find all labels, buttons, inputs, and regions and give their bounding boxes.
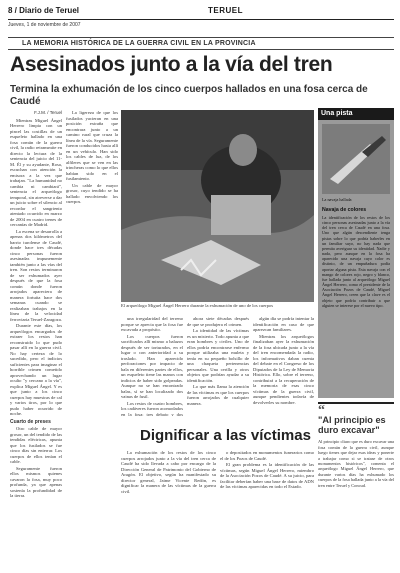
quote-box xyxy=(318,402,394,531)
paragraph: La escena se desarrolla a apenas dos kilómetros del barrio turolense de Caudé, donde hace tres décadas cinco personas fueron asesinadas impunemente también junto a las vías del tren. Son restos terminaron de ser exhumados ayer después de que la fosa común donde fueron arrojados apareciera de manera fortuita hace dos semanas cuando se realizaban trabajos en la línea de la velocidad ferroviaria Teruel-Zaragoza. xyxy=(10,228,62,322)
paragraph: La ligereza de que los fusilados yacieran en una posición extraña que encontrara junto a un camino rural que cruza la línea de la vía. Seguramente fueron conducidos hasta allí en un vehículo. Han sido los cables de luz, de los alfileres que se ven en las trincheras como lo que ellos habían sido en el fusilamiento. xyxy=(66,110,118,181)
paragraph: Los cuerpos fueron sacrificados allí mismo a balazos después de ser torturados, en el lugar o con anterioridad a su traslado. Han aparecido perforaciones por impacto de bala en diferentes partes de ellos, un esqueleto tiene las manos con indicios de haber sido golpeadas. Aunque no se han encontrado balas, sí se han localizado dos vainas de fusil. xyxy=(121,333,183,399)
sidebar-photo-caption: La navaja hallada xyxy=(322,197,352,202)
paragraph: Lo que más llama la atención de las víctimas es que los cuerpos fueron arrojados de cualquier manera. xyxy=(187,384,249,406)
headline: Asesinados junto a la vía del tren xyxy=(10,53,333,76)
knife-photo xyxy=(322,124,390,194)
photo-image xyxy=(121,110,314,302)
quote-text: Al principio cliaro que es duro excavar una fosa común de la guerra civil, aunque luego tienes que dejar esas ideas y ponerte a trabajar como si se tratase de otros monumentos históricos", comenta el arqueólogo Miguel Ángel Herrero, que durante varios días ha exhumado los cuerpos de la fosa hallada junto a la vía del tren entre Teruel y Concud. xyxy=(318,439,394,488)
paragraph: ahora siete décadas después de que se produjera el crimen. xyxy=(187,316,249,327)
article-column-1 xyxy=(10,110,62,565)
article-column-3 xyxy=(121,316,183,416)
secondary-column-2 xyxy=(220,450,314,568)
article-column-2 xyxy=(66,110,118,565)
paragraph: Mientras los arqueólogos finalizaban ayer la exhumación de la fosa ubicada junto a la vía del tren encomendada la radio, los informativos daban cuenta del debate en el Congreso de los Diputados de la Ley de Memoria Histórica. Ello, sobre el terreno, contribuirá a la recuperación de la memoria de esas cinco víctimas de la guerra civil, aunque pendientes todavía de devolverles su nombre. xyxy=(253,333,314,405)
page-number-paper: 8 / Diario de Teruel xyxy=(8,6,79,15)
sidebar-box xyxy=(318,108,394,398)
sidebar-subtitle: Navaja de colores xyxy=(322,207,367,213)
byline: F.J.M. / Teruel xyxy=(34,110,62,115)
sidebar-title: Una pista xyxy=(318,108,394,120)
paragraph: algún día se podría intentar la identificación en caso de que aparezcan familiares. xyxy=(253,316,314,332)
paragraph: Los restos de cuatro hombres, los cadáveres fueron acomodados en la fosa; tres debajo y dos xyxy=(121,400,183,416)
quote-mark-icon: “ xyxy=(318,403,325,418)
issue-date: Jueves, 1 de noviembre de 2007 xyxy=(8,22,81,28)
paragraph: o depositados en monumentos funerarios como el de los Pozos de Caudé. xyxy=(220,450,314,461)
secondary-column-1 xyxy=(121,450,216,568)
section-banner: LA MEMORIA HISTÓRICA DE LA GUERRA CIVIL EN LA PROVINCIA xyxy=(8,37,394,50)
inline-subhead: Cuarto de preses xyxy=(10,418,51,425)
paragraph: una irregularidad del terreno porque se aprecia que la fosa fue excavada a propósito. xyxy=(121,316,183,332)
paragraph: Otro cable de mayor grosor, un del tendido de las tendidas eléctricas, apunta que los fusilados se fue cinco días sin enterrar. Los cuerpos de ellos tenían el cable. xyxy=(10,426,62,464)
paragraph: El gran problema es la identificación de las víctimas, según Miguel Ángel Herrero, miembro de la Asociación Pozos de Caudé. A su juicio, para facilitar deberían haber una base de datos de ADN de las víctimas aparecidas en todo el Estado. xyxy=(220,462,314,489)
article-column-5 xyxy=(253,316,314,416)
page-masthead xyxy=(8,6,394,20)
photo-caption: El arqueólogo Miguel Ángel Herrero durante la exhumación de uno de los cuerpos xyxy=(121,303,274,308)
exhumation-photo xyxy=(121,110,314,302)
secondary-headline: Dignificar a las víctimas xyxy=(140,427,311,444)
paragraph: La identidad de las víctimas es un misterio. Todo apunta a que eran hombres y civiles. Uno de ellos podría encontrarse enfermo porque utilizaba una muleta y tenía en su pequeño bolsillo de una chaqueta pertenencias personales. Una cerilla y otros objetos que podrían ayudar a su identificación. xyxy=(187,328,249,383)
pull-quote: "Al principio es duro excavar" xyxy=(318,415,386,436)
sidebar-text: La identificación de los restos de los cinco personas asesinadas junto a la vía del tren cerca de Caudé en una fosa. Uno que algún descendiente tenga pistas sobre lo que podría haberles en un familiar suyo, no hay nada que permita averiguar su identidad. Nadie y nada, pero aunque en la fosa ha aparecido una navaja cuyo color es distinto, de un empuñadura podía aportar alguna pista. Esta navaja con el mango de colores rojo, negro y blanco, fue hallada junto al arqueólogo Miguel Ángel Herrero, como el presidente de la Asociación Pozos de Caudé, Miguel Ángel Herrero, creen que la clave es el objeto que podría contribuir a que alguien se interese por el nuevo tipo. xyxy=(322,215,390,308)
paragraph: Seguramente fueron ellos mismos quienes cavaron la fosa, muy poco profunda, ya que apenas sostenía la profundidad de la tierra. xyxy=(10,465,62,498)
knife-image xyxy=(322,124,390,194)
section-tag: TERUEL xyxy=(208,6,243,15)
paragraph: Mientras Miguel Ángel Herrero limpia con un pincel las costillas de un esqueleto hallado en una fosa común de la guerra civil, la radio retransmite en directo la lectura de la sentencia del juicio del 11-M. Él y su ayudante, Rosa, escuchan con atención la emisora a la vez que trabajan. "La humanidad no cambia ni cambiará", sentencia el arqueólogo temporal, sin atreverse a dar un juicio sobre el silencio al recordar el sangriento atentado ocurrido en marzo de 2004 en cuatro trenes de cercanías de Madrid. xyxy=(10,117,62,227)
paragraph: Un cable de mayor grosor, cuyo tendido se ha hallado envolviendo los cuerpos. xyxy=(66,182,118,204)
article-column-4 xyxy=(187,316,249,416)
paragraph: Durante este días, los arqueólogos encargados de extraer los restos han reconstruido lo que pudo pasar allí en la guerra civil. No hay certeza de lo sucedido, pero el indicios suficientes para imaginar el horrible crimen cometido aprovechando un lugar oculto "y cercano a la vía", explica Miguel Ángel. Y es que junto a los cinco cuerpos hay muestras de cal y varios tiros, por lo que pudo haber ocurrido de noche. xyxy=(10,323,62,416)
paragraph: La exhumación de los restos de los cinco cuerpos arrojados junto a la vía del tren cerca de Caudé ha sido llevada a cabo por encargo de la Dirección General de Patrimonio del Gobierno de Aragón. El objetivo, según ha manifestado su director general, Jaime Vicente Redón, es dignificar la manera de las víctimas de la guerra civil. xyxy=(121,450,216,494)
subheadline: Termina la exhumación de los cinco cuerpos hallados en una fosa cerca de Caudé xyxy=(10,84,368,107)
